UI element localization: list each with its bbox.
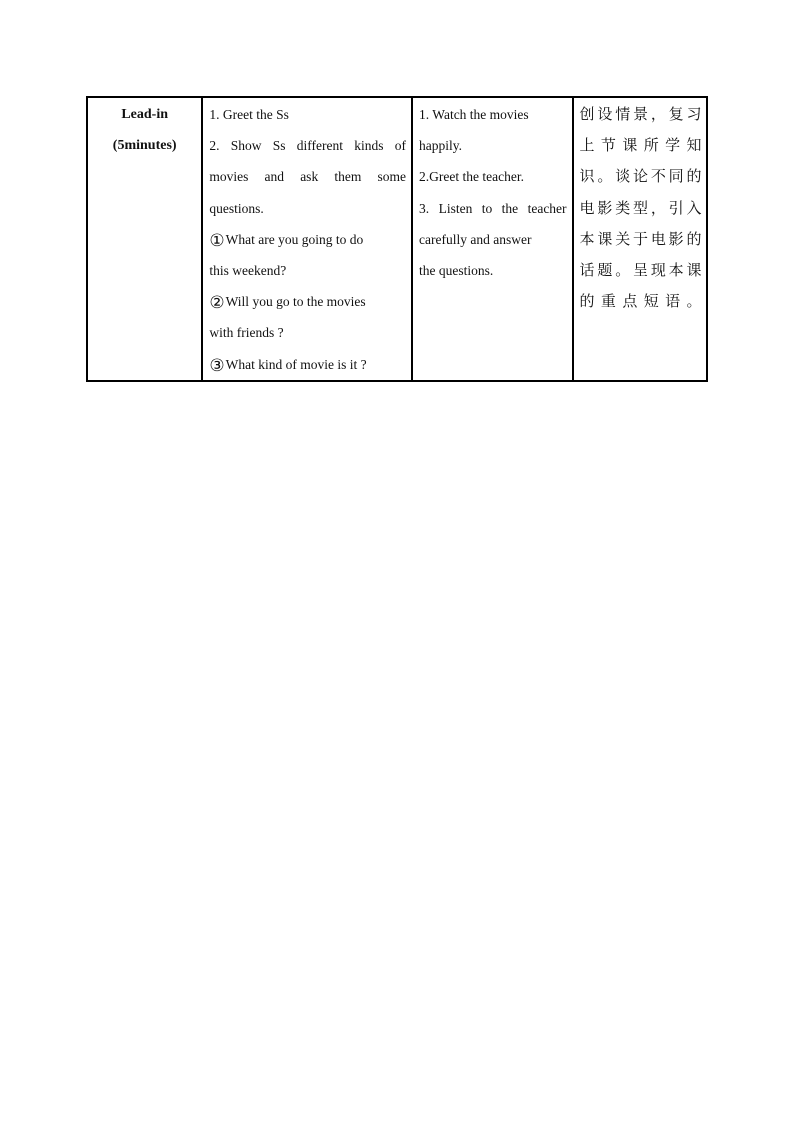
teacher-line: What kind of movie is it ?: [225, 356, 367, 372]
student-line: carefully and answer: [419, 231, 532, 247]
purpose-line: 创设情景，复习: [579, 105, 702, 123]
stage-duration: (5minutes): [112, 138, 177, 153]
teacher-line: questions.: [209, 200, 264, 216]
teacher-line: 2. Show Ss different kinds of: [209, 138, 407, 154]
student-activity-cell: [412, 97, 573, 381]
student-line: 3. Listen to the teacher: [419, 200, 567, 216]
purpose-cell: [573, 97, 707, 381]
student-line: happily.: [419, 138, 463, 154]
teacher-line: movies and ask them some: [209, 169, 407, 185]
teacher-question-line: [209, 349, 406, 380]
teacher-line: 1. Greet the Ss: [209, 107, 289, 122]
purpose-line: 本课关于电影的: [579, 229, 702, 248]
student-line: the questions.: [419, 262, 494, 278]
teacher-activity-cell: [202, 97, 412, 381]
lesson-plan-table: [86, 96, 708, 382]
circled-number-three: ③: [209, 355, 225, 376]
purpose-line: 的重点短语。: [579, 292, 702, 311]
student-line: 2.Greet the teacher.: [419, 169, 524, 185]
stage-title: Lead-in: [121, 107, 169, 122]
teacher-question-line: [209, 224, 406, 255]
purpose-line: 识。谈论不同的: [579, 167, 702, 186]
teacher-line: What are you going to do: [225, 231, 364, 247]
circled-number-two: ②: [209, 293, 225, 314]
table-row: [87, 97, 707, 381]
teacher-question-line: [209, 286, 406, 317]
purpose-line: 电影类型，引入: [579, 198, 702, 217]
stage-cell: [87, 97, 202, 381]
purpose-line: 话题。呈现本课: [579, 260, 702, 279]
teacher-line: this weekend?: [209, 262, 287, 278]
teacher-line: Will you go to the movies: [225, 294, 366, 310]
circled-number-one: ①: [209, 230, 225, 251]
purpose-line: 上节课所学知: [579, 136, 702, 155]
teacher-line: with friends ?: [209, 325, 284, 341]
student-line: 1. Watch the movies: [419, 107, 529, 122]
